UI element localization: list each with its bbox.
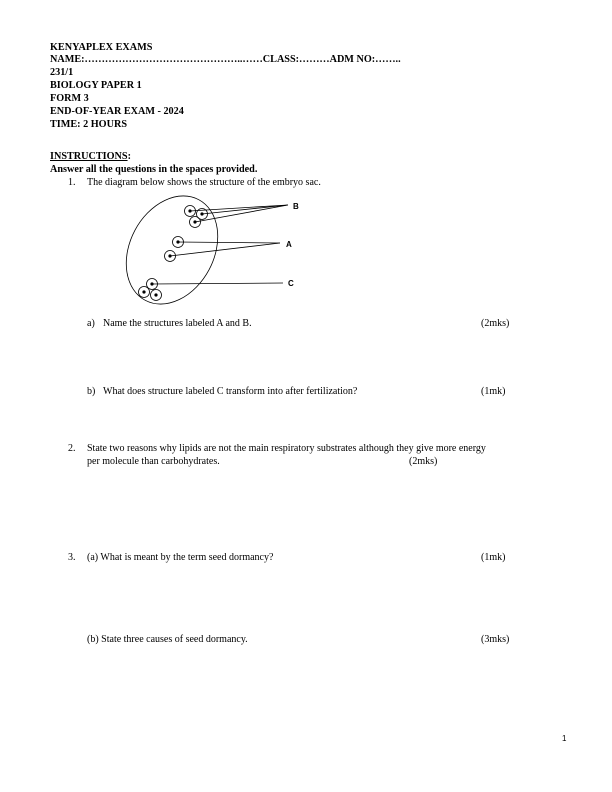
q2-line2: per molecule than carbohydrates. bbox=[87, 456, 220, 467]
instructions-colon: : bbox=[127, 151, 131, 162]
q1a-label: a) bbox=[87, 318, 95, 329]
paper-code: 231/1 bbox=[50, 67, 74, 78]
label-a: A bbox=[286, 240, 292, 249]
label-b: B bbox=[293, 202, 299, 211]
name-class-adm-line: NAME:………………………………………..……CLASS:………ADM NO:…….. bbox=[50, 54, 401, 65]
q3b-marks: (3mks) bbox=[481, 634, 510, 645]
q2-line1: State two reasons why lipids are not the main respiratory substrates although they give more energy bbox=[87, 443, 486, 454]
q3-number: 3. bbox=[68, 552, 76, 563]
form-level: FORM 3 bbox=[50, 93, 89, 104]
q1-number: 1. bbox=[68, 177, 76, 188]
q2-marks: (2mks) bbox=[409, 456, 438, 467]
q1b-marks: (1mk) bbox=[481, 386, 506, 397]
q3a-text: (a) What is meant by the term seed dormancy? bbox=[87, 552, 274, 563]
exam-org: KENYAPLEX EXAMS bbox=[50, 42, 153, 53]
label-c: C bbox=[288, 279, 294, 288]
exam-title: END-OF-YEAR EXAM - 2024 bbox=[50, 106, 184, 117]
q1b-label: b) bbox=[87, 386, 96, 397]
q3a-marks: (1mk) bbox=[481, 552, 506, 563]
q2-number: 2. bbox=[68, 443, 76, 454]
embryo-sac-diagram bbox=[0, 0, 612, 320]
q1a-marks: (2mks) bbox=[481, 318, 510, 329]
embryo-sac-outline bbox=[108, 180, 236, 320]
instructions-text: Answer all the questions in the spaces provided. bbox=[50, 164, 258, 175]
instructions-title: INSTRUCTIONS bbox=[50, 151, 128, 162]
q3b-text: (b) State three causes of seed dormancy. bbox=[87, 634, 248, 645]
page-number: 1 bbox=[562, 734, 567, 743]
exam-time: TIME: 2 HOURS bbox=[50, 119, 127, 130]
q1b-text: What does structure labeled C transform into after fertilization? bbox=[103, 386, 358, 397]
q1a-text: Name the structures labeled A and B. bbox=[103, 318, 252, 329]
paper-subject: BIOLOGY PAPER 1 bbox=[50, 80, 142, 91]
q1-stem: The diagram below shows the structure of the embryo sac. bbox=[87, 177, 321, 188]
